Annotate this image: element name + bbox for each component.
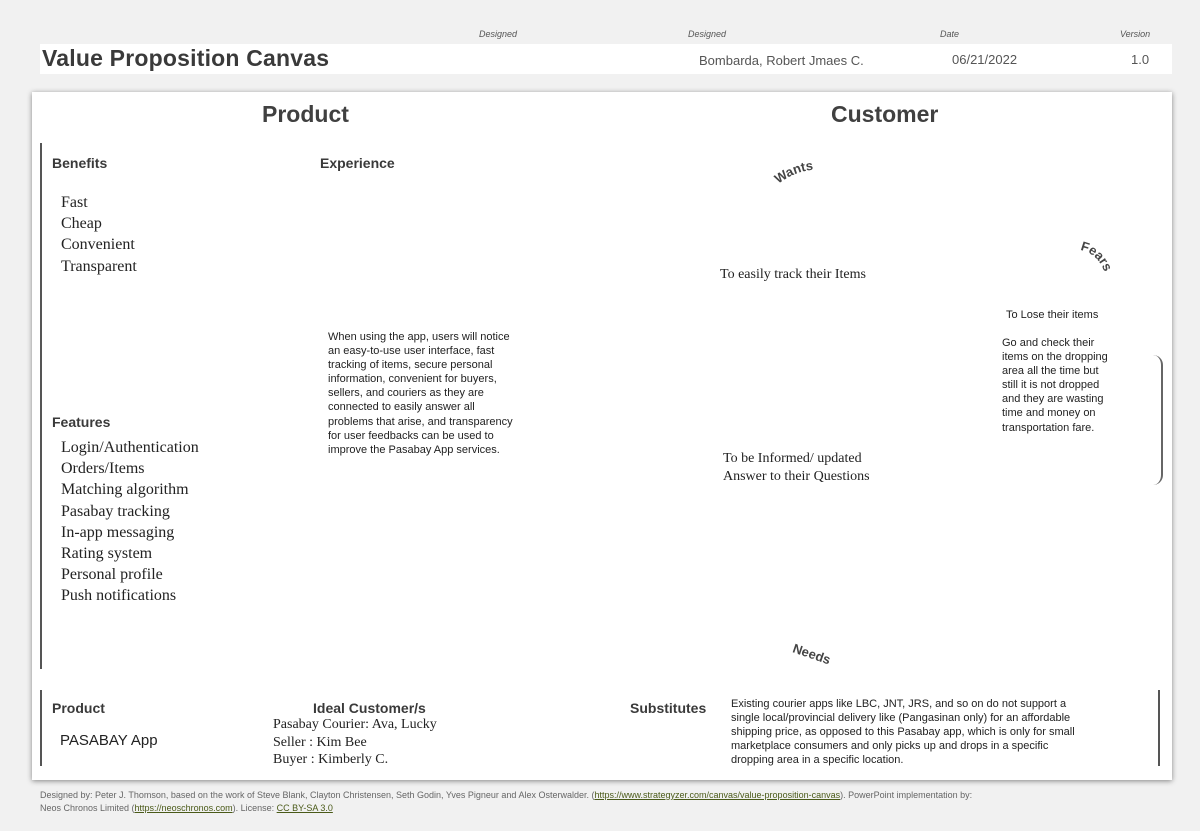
fears-title[interactable]: To Lose their items <box>1006 309 1099 321</box>
footer-line-2 <box>40 802 1165 815</box>
text-line: Go and check their <box>1002 337 1095 349</box>
text-line: still it is not dropped <box>1002 379 1100 392</box>
customer-section-title: Customer <box>831 101 939 127</box>
text-line: connected to easily answer all <box>328 401 475 414</box>
designed-for-label: Designed <box>479 29 518 39</box>
designer-name[interactable]: Bombarda, Robert Jmaes C. <box>699 53 864 68</box>
footer-credits <box>40 789 1165 815</box>
text-line: dropping area in a specific location. <box>731 754 904 767</box>
fears-text[interactable] <box>1002 336 1132 435</box>
footer-text: Designed by: Peter J. Thomson, based on the work of Steve Blank, Clayton Christensen, Seth Godin, Yves Pigneur and Alex Osterwalder. ( <box>40 790 595 800</box>
text-line: transportation fare. <box>1002 421 1095 434</box>
text-line: When using the app, users will notice <box>328 331 510 343</box>
experience-label: Experience <box>320 155 395 171</box>
text-line: Existing courier apps like LBC, JNT, JRS, and so on do not support a <box>731 698 1067 710</box>
bottom-bracket-left <box>40 690 46 766</box>
bottom-product-label: Product <box>52 700 105 716</box>
footer-text: ). License: <box>232 803 277 813</box>
strategyzer-link[interactable]: https://www.strategyzer.com/canvas/value-proposition-canvas <box>594 790 841 800</box>
version-label: Version <box>1120 29 1151 39</box>
date-label: Date <box>940 29 960 39</box>
text-line: an easy-to-use user interface, fast <box>328 345 495 358</box>
product-bracket-top <box>40 143 46 403</box>
wants-curved-label <box>770 150 840 190</box>
date-value[interactable]: 06/21/2022 <box>952 52 1018 67</box>
experience-text[interactable] <box>328 330 558 457</box>
footer-text: ). PowerPoint implementation by: <box>840 790 973 800</box>
list-item[interactable]: Convenient <box>61 236 135 254</box>
features-list <box>61 437 199 607</box>
list-item[interactable]: Orders/Items <box>61 460 145 478</box>
svg-text:Wants <box>772 158 814 186</box>
text-line: for user feedbacks can be used to <box>328 429 494 442</box>
version-value[interactable]: 1.0 <box>1131 52 1150 67</box>
list-item[interactable]: In-app messaging <box>61 523 175 541</box>
fears-curved-label <box>1072 240 1122 290</box>
text-line: Seller : Kim Bee <box>273 734 367 750</box>
svg-text:Fears <box>1079 240 1115 273</box>
fears-label: Fears <box>1079 240 1116 274</box>
text-line: sellers, and couriers as they are <box>328 387 484 400</box>
features-label: Features <box>52 414 111 430</box>
needs-label: Needs <box>790 640 833 668</box>
list-item[interactable]: Login/Authentication <box>61 439 199 456</box>
wants-label: Wants <box>771 157 814 187</box>
bottom-bracket-right <box>1158 690 1160 766</box>
text-line: marketplace consumers and only picks up and drops in a specific <box>731 740 1049 753</box>
list-item[interactable]: Push notifications <box>61 587 177 605</box>
text-line: Answer to their Questions <box>723 469 870 484</box>
ideal-customer-list[interactable] <box>273 716 437 769</box>
designed-by-label: Designed <box>688 29 727 39</box>
text-line: information, convenient for buyers, <box>328 373 497 386</box>
text-line: problems that arise, and transparency <box>328 415 513 428</box>
text-line: single local/provincial delivery like (Pangasinan only) for an affordable <box>731 712 1071 725</box>
customer-circle-arc <box>1153 355 1163 485</box>
license-link[interactable]: CC BY-SA 3.0 <box>276 803 333 813</box>
footer-line-1 <box>40 789 1165 802</box>
list-item[interactable]: Cheap <box>61 215 102 233</box>
wants-text[interactable]: To easily track their Items <box>720 267 866 282</box>
text-line: To be Informed/ updated <box>723 451 862 466</box>
product-value[interactable]: PASABAY App <box>60 732 158 749</box>
neoschronos-link[interactable]: https://neoschronos.com <box>134 803 233 813</box>
list-item[interactable]: Pasabay tracking <box>61 502 170 520</box>
canvas-sheet <box>32 92 1172 780</box>
product-bracket-bottom <box>40 403 46 669</box>
list-item[interactable]: Rating system <box>61 545 153 563</box>
product-section-title: Product <box>262 101 349 127</box>
substitutes-label: Substitutes <box>630 700 707 716</box>
ideal-customer-label: Ideal Customer/s <box>313 700 426 716</box>
benefits-list <box>61 192 137 277</box>
page-title: Value Proposition Canvas <box>42 45 330 71</box>
text-line: time and money on <box>1002 407 1096 420</box>
text-line: Pasabay Courier: Ava, Lucky <box>273 717 437 732</box>
needs-curved-label <box>786 640 856 680</box>
text-line: improve the Pasabay App services. <box>328 443 500 456</box>
text-line: tracking of items, secure personal <box>328 359 493 372</box>
benefits-label: Benefits <box>52 155 108 171</box>
list-item[interactable]: Personal profile <box>61 566 163 584</box>
text-line: shipping price, as opposed to this Pasabay app, which is only for small <box>731 726 1075 739</box>
text-line: items on the dropping <box>1002 351 1108 364</box>
list-item[interactable]: Transparent <box>61 257 137 275</box>
text-line: and they are wasting <box>1002 393 1104 406</box>
list-item[interactable]: Fast <box>61 194 88 211</box>
footer-text: Neos Chronos Limited ( <box>40 803 135 813</box>
list-item[interactable]: Matching algorithm <box>61 481 189 499</box>
svg-text:Needs <box>791 641 833 668</box>
substitutes-text[interactable] <box>731 697 1141 767</box>
text-line: area all the time but <box>1002 365 1099 378</box>
text-line: Buyer : Kimberly C. <box>273 752 389 767</box>
needs-text[interactable] <box>723 450 870 486</box>
